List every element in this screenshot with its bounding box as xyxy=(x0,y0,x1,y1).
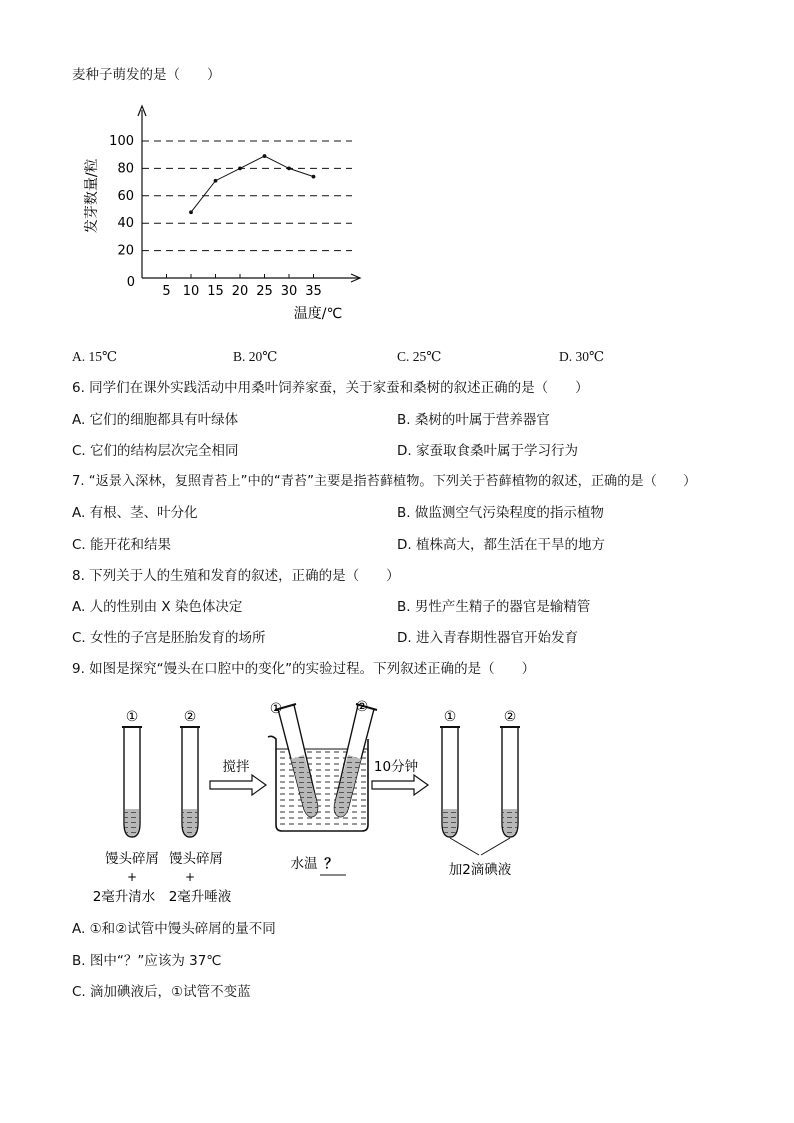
y-tick-label-20: 20 xyxy=(117,243,134,259)
q6-option-a[interactable]: A. 它们的细胞都具有叶绿体 xyxy=(72,412,239,428)
q7-option-d[interactable]: D. 植株高大，都生活在干旱的地方 xyxy=(397,537,605,553)
tube-1-content-a: 馒头碎屑 xyxy=(105,851,159,867)
plus-2: + xyxy=(184,870,196,884)
water-temp-label: 水温 xyxy=(290,856,318,872)
x-tick-label-15: 15 xyxy=(207,284,224,299)
y-tick-label-40: 40 xyxy=(117,216,134,232)
stir-label: 搅拌 xyxy=(222,759,250,775)
origin-label: 0 xyxy=(126,275,135,290)
q6-option-b[interactable]: B. 桑树的叶属于营养器官 xyxy=(397,412,550,428)
q6-option-c[interactable]: C. 它们的结构层次完全相同 xyxy=(72,443,239,459)
q8-option-b[interactable]: B. 男性产生精子的器官是输精管 xyxy=(397,599,591,615)
q5-option-a[interactable]: A. 15℃ xyxy=(72,349,118,364)
y-axis-title: 发芽数量/粒 xyxy=(84,158,100,234)
y-tick-label-80: 80 xyxy=(117,161,134,177)
tube-1-beaker-label: ① xyxy=(269,701,283,717)
q5-option-c[interactable]: C. 25℃ xyxy=(397,349,442,364)
x-tick-label-25: 25 xyxy=(256,284,273,299)
tube-2-content-b: 2毫升唾液 xyxy=(168,889,232,905)
data-point-15 xyxy=(214,179,218,183)
q7-option-c[interactable]: C. 能开花和结果 xyxy=(72,537,172,553)
q9-option-a[interactable]: A. ①和②试管中馒头碎屑的量不同 xyxy=(72,921,276,937)
water-temp-unknown: ？ xyxy=(324,856,338,872)
iodine-label: 加2滴碘液 xyxy=(448,862,512,878)
plus-1: + xyxy=(126,870,138,884)
q8-stem: 8. 下列关于人的生殖和发育的叙述，正确的是（ ） xyxy=(72,568,400,584)
tube-1-final xyxy=(440,727,460,837)
q9-stem: 9. 如图是探究“馒头在口腔中的变化”的实验过程。下列叙述正确的是（ ） xyxy=(72,661,536,677)
experiment-figure xyxy=(90,695,540,910)
x-tick-label-10: 10 xyxy=(182,284,200,299)
q7-stem: 7. “返景入深林，复照青苔上”中的“青苔”主要是指苔藓植物。下列关于苔藓植物的叙述，正确的是（ ） xyxy=(72,474,697,489)
q6-stem: 6. 同学们在课外实践活动中用桑叶饲养家蚕，关于家蚕和桑树的叙述正确的是（ ） xyxy=(72,380,589,396)
q6-option-d[interactable]: D. 家蚕取食桑叶属于学习行为 xyxy=(397,443,578,459)
tube-1-initial xyxy=(122,727,142,837)
q5-option-b[interactable]: B. 20℃ xyxy=(233,349,278,364)
q7-option-a[interactable]: A. 有根、茎、叶分化 xyxy=(72,505,198,521)
data-point-10 xyxy=(189,210,193,214)
tube-1-final-label: ① xyxy=(443,709,457,725)
y-tick-label-60: 60 xyxy=(117,188,134,204)
stir-arrow xyxy=(210,775,266,795)
tube-2-final xyxy=(500,727,520,837)
q5-option-d[interactable]: D. 30℃ xyxy=(559,349,605,364)
time-arrow xyxy=(372,775,428,795)
q5-stem-tail: 麦种子萌发的是（ ） xyxy=(72,67,221,83)
q9-option-c[interactable]: C. 滴加碘液后，①试管不变蓝 xyxy=(72,984,251,1000)
tube-1-label: ① xyxy=(125,709,139,725)
x-tick-label-30: 30 xyxy=(280,284,298,299)
data-point-35 xyxy=(312,175,316,179)
x-tick-label-20: 20 xyxy=(231,284,249,299)
pointer-line-1 xyxy=(450,838,479,855)
time-label: 10分钟 xyxy=(373,759,419,775)
q8-option-a[interactable]: A. 人的性别由 X 染色体决定 xyxy=(72,599,243,615)
x-tick-label-5: 5 xyxy=(162,284,171,299)
data-point-30 xyxy=(287,167,291,171)
q8-option-c[interactable]: C. 女性的子宫是胚胎发育的场所 xyxy=(72,630,266,646)
tube-2-beaker-label: ② xyxy=(355,699,369,715)
data-point-20 xyxy=(238,167,242,171)
y-tick-label-100: 100 xyxy=(109,134,134,149)
tube-2-label: ② xyxy=(183,709,197,725)
q8-option-d[interactable]: D. 进入青春期性器官开始发育 xyxy=(397,630,578,646)
pointer-line-2 xyxy=(481,838,510,855)
x-tick-label-35: 35 xyxy=(305,284,322,299)
q7-option-b[interactable]: B. 做监测空气污染程度的指示植物 xyxy=(397,505,604,521)
tube-1-content-b: 2毫升清水 xyxy=(92,889,156,905)
q9-option-b[interactable]: B. 图中“？”应该为 37℃ xyxy=(72,953,222,969)
series-line-0 xyxy=(191,156,314,212)
x-axis-title: 温度/℃ xyxy=(293,306,343,322)
tube-2-initial xyxy=(180,727,200,837)
tube-2-content-a: 馒头碎屑 xyxy=(169,851,223,867)
data-point-25 xyxy=(263,154,267,158)
tube-2-final-label: ② xyxy=(503,709,517,725)
germination-chart xyxy=(80,100,400,330)
